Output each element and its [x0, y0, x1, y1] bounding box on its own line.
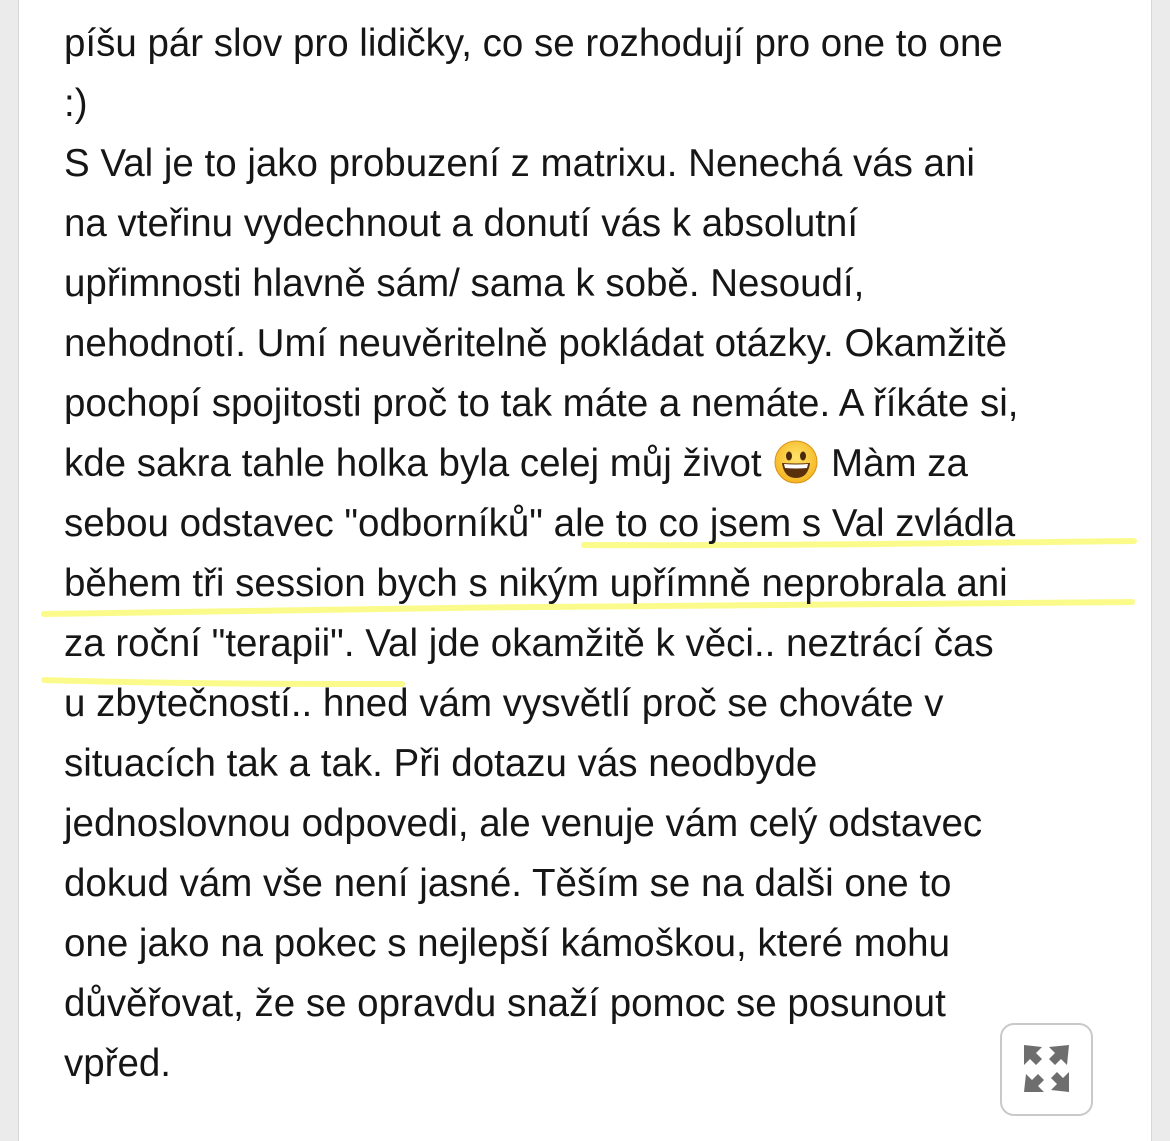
text-line: na vteřinu vydechnout a donutí vás k absolutní — [64, 202, 859, 245]
text-line: situacích tak a tak. Při dotazu vás neodbyde — [64, 742, 818, 785]
text-line: one jako na pokec s nejlepší kámoškou, které mohu — [64, 922, 951, 965]
text-line: důvěřovat, že se opravdu snaží pomoc se posunout — [64, 982, 946, 1025]
text-line: nehodnotí. Umí neuvěritelně pokládat otázky. Okamžitě — [64, 322, 1008, 365]
text-line: S Val je to jako probuzení z matrixu. Nenechá vás ani — [64, 142, 975, 185]
expand-arrows-icon — [1002, 1025, 1091, 1114]
text-line: u zbytečností.. hned vám vysvětlí proč se chováte v — [64, 682, 944, 725]
expand-button[interactable] — [1000, 1023, 1093, 1116]
text-line: vpřed. — [64, 1042, 172, 1085]
text-line-with-emoji — [64, 434, 1124, 494]
text-line: během tři session bych s nikým upřímně neprobrala ani — [64, 562, 1008, 605]
text-line: :) — [64, 82, 88, 125]
grinning-face-emoji-icon — [774, 440, 818, 484]
text-line: píšu pár slov pro lidičky, co se rozhodují pro one to one — [64, 22, 1003, 65]
text-segment: kde sakra tahle holka byla celej můj život — [64, 442, 762, 485]
text-segment: Màm za — [831, 442, 968, 485]
text-line: dokud vám vše není jasné. Těším se na dalši one to — [64, 862, 952, 905]
text-line: jednoslovnou odpovedi, ale venuje vám celý odstavec — [64, 802, 983, 845]
text-line: pochopí spojitosti proč to tak máte a nemáte. A říkáte si, — [64, 382, 1019, 425]
text-line: upřimnosti hlavně sám/ sama k sobě. Nesoudí, — [64, 262, 865, 305]
text-line: sebou odstavec "odborníků" ale to co jsem s Val zvládla — [64, 502, 1016, 545]
review-text — [64, 14, 1124, 1094]
text-line: za roční "terapii". Val jde okamžitě k věci.. neztrácí čas — [64, 622, 994, 665]
